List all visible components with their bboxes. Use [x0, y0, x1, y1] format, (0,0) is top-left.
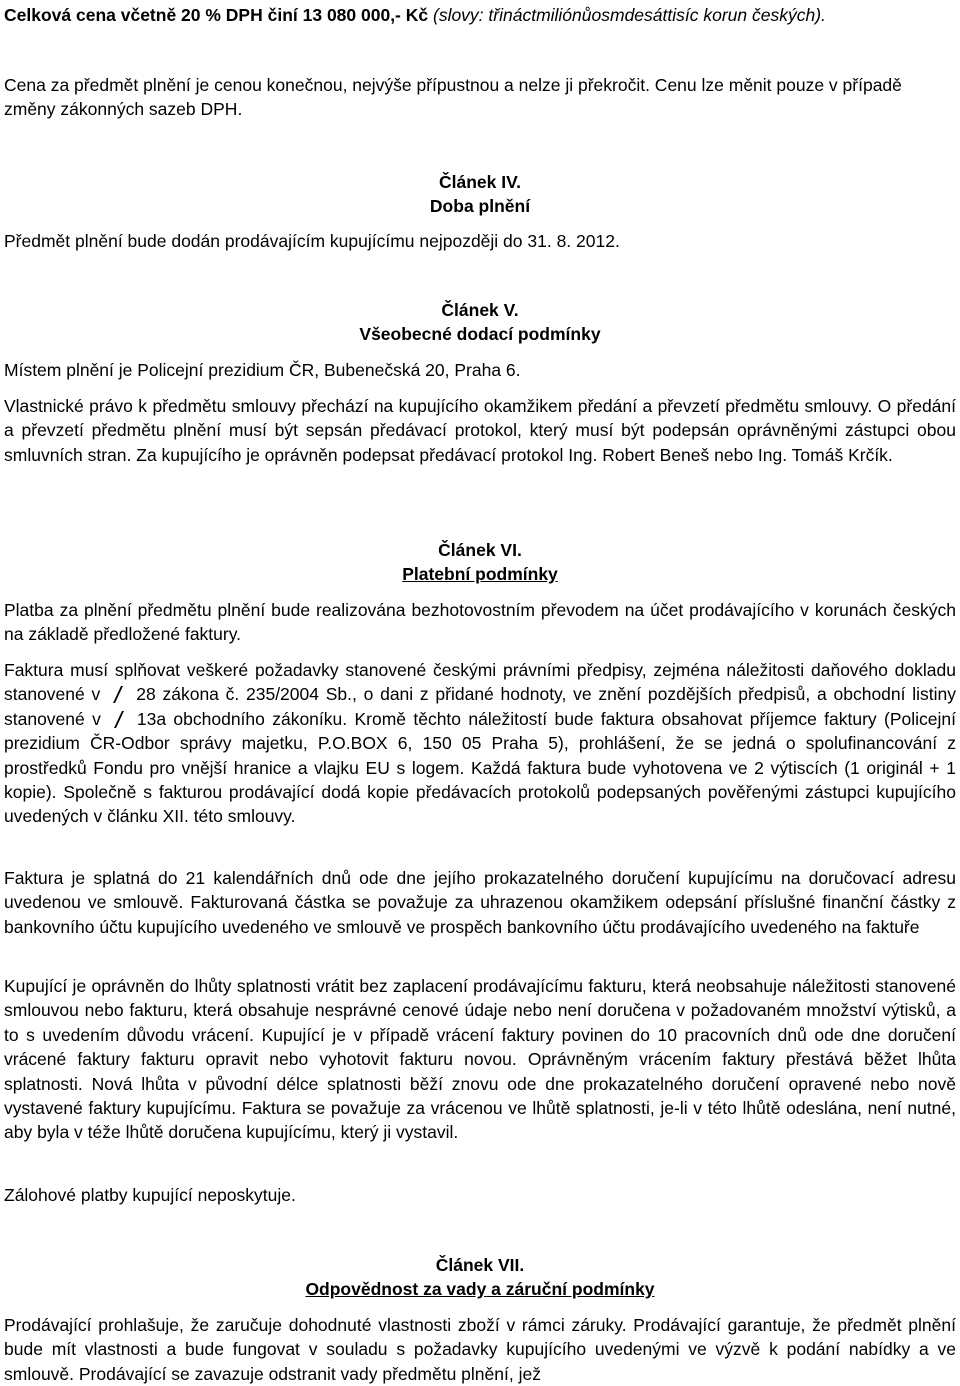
article-5-paragraph-1: Místem plnění je Policejní prezidium ČR, Bubenečská 20, Praha 6. — [4, 360, 521, 380]
article-6-paragraph-3: Faktura je splatná do 21 kalendářních dnů ode dne jejího prokazatelného doručení kupujícímu na doručovací adresu uvedenou ve smlouvě. Fakturovaná částka se považuje za uhrazenou okamžikem odepsání příslušné finanční částky z bankovního účtu kupujícího uvedeného ve smlouvě ve prospěch bankovního účtu prodávajícího uvedeného na faktuře — [4, 868, 956, 937]
article-4-paragraph: Předmět plnění bude dodán prodávajícím kupujícímu nejpozději do 31. 8. 2012. — [4, 231, 620, 251]
article-7-title: Odpovědnost za vady a záruční podmínky — [305, 1279, 655, 1299]
article-6-heading: Článek VI. — [438, 540, 522, 560]
article-5-paragraph-2: Vlastnické právo k předmětu smlouvy přechází na kupujícího okamžikem předání a převzetí předmětu smlouvy. O předání a převzetí předmětu plnění musí být sepsán předávací protokol, který musí být podepsán oprávněnými zástupci obou smluvních stran. Za kupujícího je oprávněn podepsat předávací protokol Ing. Robert Beneš nebo Ing. Tomáš Krčík. — [4, 396, 956, 465]
article-6-paragraph-1: Platba za plnění předmětu plnění bude realizována bezhotovostním převodem na účet prodávajícího v korunách českých na základě předložené faktury. — [4, 600, 956, 645]
invoice-requirements-text-b: 28 zákona č. 235/2004 Sb., o dani z přidané hodnoty, ve znění pozdějších předpisů, a obchodní listiny stanovené v — [4, 684, 957, 729]
article-6-title: Platební podmínky — [402, 564, 558, 584]
price-final-paragraph: Cena za předmět plnění je cenou konečnou, nejvýše přípustnou a nelze ji překročit. Cenu lze měnit pouze v případě změny zákonných sazeb DPH. — [4, 75, 902, 120]
article-5-title: Všeobecné dodací podmínky — [359, 324, 601, 344]
price-bold-text: Celková cena včetně 20 % DPH činí 13 080 000,- Kč — [4, 5, 429, 25]
price-paragraph — [4, 3, 956, 27]
article-5-heading: Článek V. — [441, 300, 519, 320]
article-6-paragraph-4: Kupující je oprávněn do lhůty splatnosti vrátit bez zaplacení prodávajícímu fakturu, která neobsahuje náležitosti stanovené smlouvou nebo fakturu, která obsahuje nesprávné cenové údaje nebo není doručena v požadovaném množství výtisků, a to s uvedením důvodu vrácení. Kupující je v případě vrácení faktury povinen do 10 pracovních dnů ode dne doručení vrácené faktury fakturu opravit nebo vyhotovit fakturu novou. Oprávněným vrácením faktury přestává běžet lhůta splatnosti. Nová lhůta v původní délce splatnosti běží znovu ode dne prokazatelného doručení opravené nebo nově vystavené faktury kupujícímu. Faktura se považuje za vrácenou ve lhůtě splatnosti, je-li v této lhůtě odeslána, není nutné, aby byla v téže lhůtě doručena kupujícímu, který ji vystavil. — [4, 976, 956, 1143]
section-sign-icon — [112, 686, 124, 703]
article-4-title: Doba plnění — [429, 196, 531, 216]
price-italic-text: (slovy: třináctmiliónůosmdesáttisíc korun českých). — [428, 5, 826, 25]
article-7-heading: Článek VII. — [435, 1255, 525, 1275]
article-4-heading: Článek IV. — [438, 172, 522, 192]
article-6-paragraph-5: Zálohové platby kupující neposkytuje. — [4, 1185, 296, 1205]
article-7-paragraph-1: Prodávající prohlašuje, že zaručuje dohodnuté vlastnosti zboží v rámci záruky. Prodávající garantuje, že předmět plnění bude mít vlastnosti a bude fungovat v souladu s požadavky kupujícího uvedenými ve výzvě k podání nabídky a ve smlouvě. Prodávající se zavazuje odstranit vady předmětu plnění, jež — [4, 1315, 956, 1384]
article-6-paragraph-2 — [4, 658, 956, 829]
invoice-requirements-text-a: Faktura musí splňovat veškeré požadavky stanovené českými právními předpisy, zejména náležitosti daňového dokladu stanovené v — [4, 660, 956, 705]
section-sign-icon — [113, 711, 125, 728]
invoice-requirements-text-c: 13a obchodního zákoníku. Kromě těchto náležitostí bude faktura obsahovat příjemce faktury (Policejní prezidium ČR-Odbor správy majetku, P.O.BOX 6, 150 05 Praha 5), prohlášení, že se jedná o spolufinancování z prostředků Fondu pro vnější hranice a vlajku EU s logem. Každá faktura bude vyhotovena ve 2 výtiscích (1 originál + 1 kopie). Společně s fakturou prodávající dodá kopie předávacích protokolů podepsaných pověřenými zástupci kupujícího uvedených v článku XII. této smlouvy. — [4, 708, 956, 827]
